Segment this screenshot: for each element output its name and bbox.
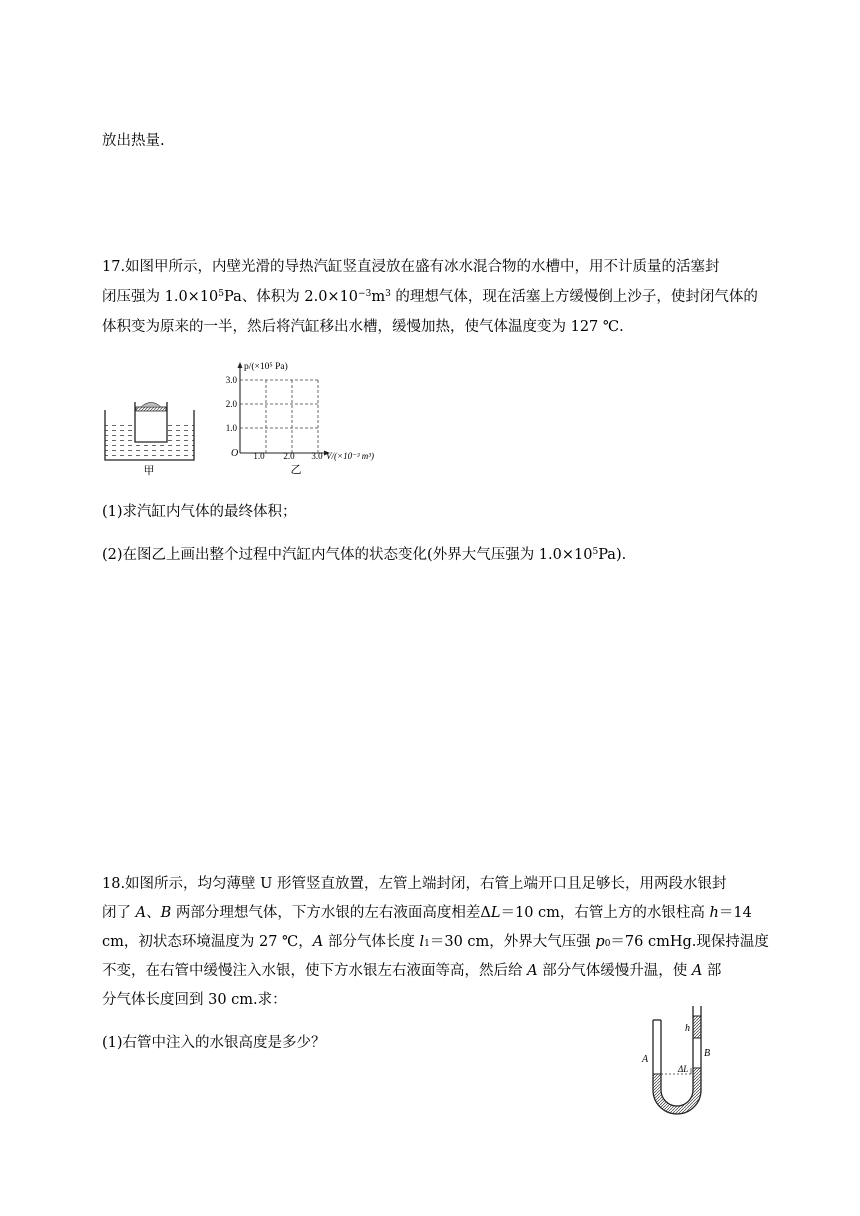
fig-label-a: A <box>642 1054 649 1065</box>
graph-ytick-1: 1.0 <box>225 423 237 433</box>
caption-yi: 乙 <box>290 464 302 476</box>
graph-xtick-3: 3.0 <box>311 451 323 461</box>
graph-ylabel: p/(×10⁵ Pa) <box>244 362 288 372</box>
q18-line-5: 分气体长度回到 30 cm.求： <box>102 992 287 1008</box>
figure-yi-pv-graph <box>214 356 399 476</box>
graph-ytick-3: 3.0 <box>225 375 237 385</box>
q18-line-3: cm，初状态环境温度为 27 ℃，A 部分气体长度 $l_1=30$ cm，外界大气压强 $p_0=76$ cmHg.现保持温度 <box>102 934 769 950</box>
figure-u-tube <box>636 1000 726 1125</box>
fig-label-dl: ΔL <box>678 1064 689 1074</box>
q18-line-1: 18.如图所示，均匀薄壁 U 形管竖直放置，左管上端封闭，右管上端开口且足够长，用两段水银封 <box>102 876 727 892</box>
q18-line-4: 不变，在右管中缓慢注入水银，使下方水银左右液面等高，然后给 A 部分气体缓慢升温，使 A 部 <box>102 963 722 979</box>
q17-sub-2: (2)在图乙上画出整个过程中汽缸内气体的状态变化(外界大气压强为 $1.0\times 10^5Pa$). <box>102 547 627 563</box>
graph-origin: O <box>231 448 239 459</box>
q17-sub-1: (1)求汽缸内气体的最终体积； <box>102 504 297 520</box>
q18-line-2: 闭了 A、B 两部分理想气体，下方水银的左右液面高度相差ΔL＝10 cm，右管上方的水银柱高 h＝14 <box>102 905 752 921</box>
graph-xtick-2: 2.0 <box>283 451 295 461</box>
fig-label-b: B <box>704 1048 711 1059</box>
graph-ytick-2: 2.0 <box>225 399 237 409</box>
graph-xlabel: V/(×10⁻³ m³) <box>326 451 374 461</box>
fragment-text: 放出热量. <box>102 133 165 149</box>
figure-jia-cylinder <box>103 398 198 478</box>
q17-line-1: 17.如图甲所示，内壁光滑的导热汽缸竖直浸放在盛有冰水混合物的水槽中，用不计质量的活塞封 <box>102 259 720 275</box>
q17-line-2: 闭压强为 $1.0\times 10^5Pa$、体积为 $2.0\times 10^{-3}m^3$ 的理想气体，现在活塞上方缓慢倒上沙子，使封闭气体的 <box>102 289 758 305</box>
graph-xtick-1: 1.0 <box>253 451 265 461</box>
fig-label-h: h <box>685 1023 690 1034</box>
q17-line-3: 体积变为原来的一半，然后将汽缸移出水槽，缓慢加热，使气体温度变为 127 ℃. <box>102 319 624 335</box>
q18-sub-1: (1)右管中注入的水银高度是多少？ <box>102 1035 326 1051</box>
caption-jia: 甲 <box>143 465 155 477</box>
